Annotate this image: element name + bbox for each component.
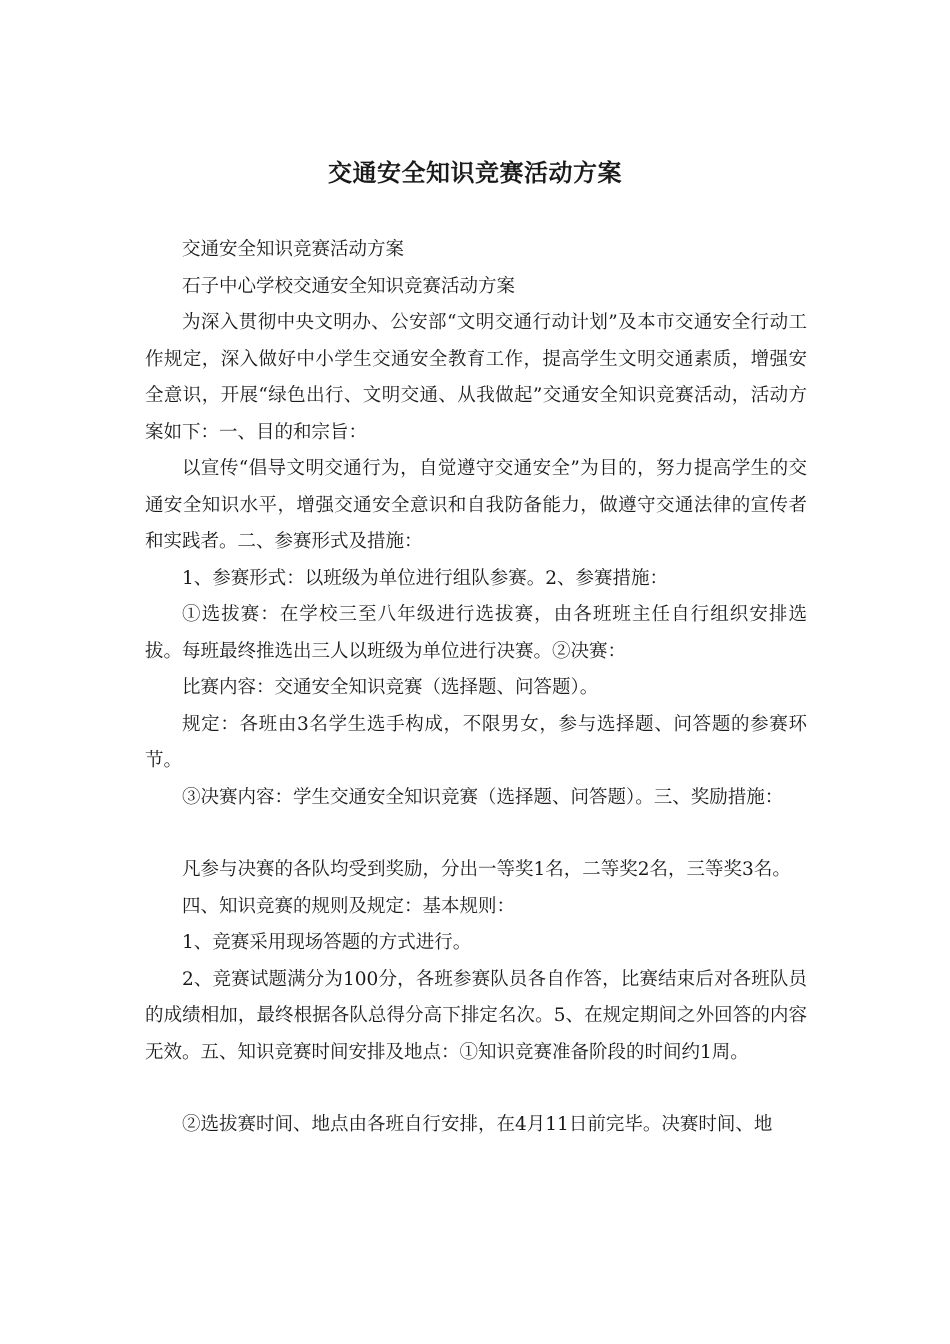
document-body <box>145 232 807 1144</box>
paragraph: 交通安全知识竞赛活动方案 <box>182 239 405 260</box>
paragraph: 凡参与决赛的各队均受到奖励，分出一等奖1名，二等奖2名，三等奖3名。 <box>182 859 791 880</box>
document-title: 交通安全知识竞赛活动方案 <box>328 159 622 187</box>
paragraph: 1、竞赛采用现场答题的方式进行。 <box>182 932 472 953</box>
paragraph: 以宣传“倡导文明交通行为，自觉遵守交通安全”为目的，努力提高学生的交通安全知识水平，增强交通安全意识和自我防备能力，做遵守交通法律的宣传者和实践者。二、参赛形式及措施： <box>145 458 807 552</box>
paragraph: 2、竞赛试题满分为100分，各班参赛队员各自作答，比赛结束后对各班队员的成绩相加，最终根据各队总得分高下排定名次。5、在规定期间之外回答的内容无效。五、知识竞赛时间安排及地点：①知识竞赛准备阶段的时间约1周。 <box>145 968 807 1063</box>
paragraph: 比赛内容：交通安全知识竞赛（选择题、问答题）。 <box>182 677 599 698</box>
paragraph: 规定：各班由3名学生选手构成，不限男女，参与选择题、问答题的参赛环节。 <box>145 713 807 771</box>
paragraph: 四、知识竞赛的规则及规定：基本规则： <box>182 895 516 917</box>
paragraph: ②选拔赛时间、地点由各班自行安排，在4月11日前完毕。决赛时间、地 <box>182 1114 773 1135</box>
paragraph: 为深入贯彻中央文明办、公安部“文明交通行动计划”及本市交通安全行动工作规定，深入做好中小学生交通安全教育工作，提高学生文明交通素质，增强安全意识，开展“绿色出行、文明交通、从我做起”交通安全知识竞赛活动，活动方案如下：一、目的和宗旨： <box>145 312 807 443</box>
paragraph: 石子中心学校交通安全知识竞赛活动方案 <box>182 275 516 297</box>
paragraph: 1、参赛形式：以班级为单位进行组队参赛。2、参赛措施： <box>182 567 669 589</box>
paragraph: ①选拔赛：在学校三至八年级进行选拔赛，由各班班主任自行组织安排选拔。每班最终推选出三人以班级为单位进行决赛。②决赛： <box>145 604 807 662</box>
paragraph: ③决赛内容：学生交通安全知识竞赛（选择题、问答题）。三、奖励措施： <box>182 786 784 808</box>
